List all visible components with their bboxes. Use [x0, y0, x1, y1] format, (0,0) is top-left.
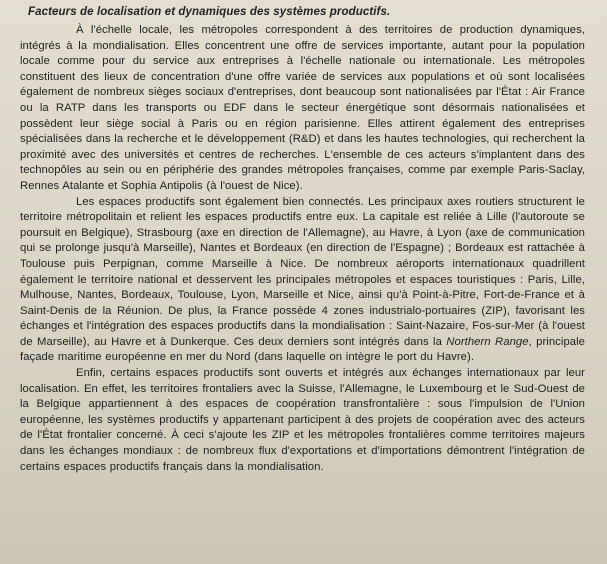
document-title: Facteurs de localisation et dynamiques des systèmes productifs.	[28, 6, 391, 18]
paragraph-connexions	[20, 195, 585, 367]
paragraph-connexions-text: Les espaces productifs sont également bien connectés. Les principaux axes routiers structurent le territoire métropolitain et relient les espaces productifs entre eux. La capitale est reliée à Lille (l'autoroute se poursuit en Belgique), Strasbourg (axe en direction de l'Allemagne), au Havre, à Lyon (axe de communication qui se prolonge jusqu'à Marseille), Nantes et Bordeaux (en direction de l'Espagne) ; Bordeaux est rattachée à Toulouse puis Perpignan, comme Marseille à Nice. De nombreux aéroports internationaux quadrillent également le territoire national et desservent les principales métropoles et espaces touristiques : Paris, Lille, Mulhouse, Nantes, Bordeaux, Toulouse, Lyon, Marseille et Nice, ainsi qu'à Point-à-Pitre, Fort-de-France et à Saint-Denis de la Réunion. De plus, la France possède 4 zones industrialo-portuaires (ZIP), favorisant les échanges et l'intégration des espaces productifs dans la mondialisation : Saint-Nazaire, Fos-sur-Mer (à l'ouest de Marseille), au Havre et à Dunkerque. Ces deux derniers sont intégrés dans la	[20, 195, 585, 348]
northern-range-term: Northern Range	[446, 335, 529, 348]
paragraph-frontaliers: Enfin, certains espaces productifs sont ouverts et intégrés aux échanges internationaux par leur localisation. En effet, les territoires frontaliers avec la Suisse, l'Allemagne, le Luxembourg et le Sud-Ouest de la Belgique appartiennent à des espaces de coopération transfrontalière : sous l'impulsion de l'Union européenne, les systèmes productifs y appartenant participent à des projets de coopération avec des acteurs de l'État frontalier concerné. À ceci s'ajoute les ZIP et les métropoles frontalières comme territoires majeurs dans les échanges mondiaux : de nombreux flux d'exportations et d'importations démontrent l'intégration de certains espaces productifs français dans la mondialisation.	[20, 367, 585, 473]
paragraph-connexions-tail: , principale façade maritime européenne en mer du Nord (dans laquelle on intègre le port du Havre).	[20, 335, 585, 364]
paragraph-metropoles: À l'échelle locale, les métropoles correspondent à des territoires de production dynamiques, intégrés à la mondialisation. Elles concentrent une offre de services importante, autant pour la population locale comme pour du service aux entreprises à l'échelle nationale ou internationale. Les métropoles constituent des lieux de concentration d'une offre variée de services aux populations et où sont localisées également de nombreux sièges sociaux d'entreprises, dont beaucoup sont nationalisées par l'État : Air France ou la RATP dans les transports ou EDF dans le secteur énergétique sont désormais nationalisées et possèdent leur siège social à Paris ou en région parisienne. Elles attirent également des entreprises spécialisées dans la recherche et le développement (R&D) et dans les hautes technologies, qui recherchent la proximité avec des universités et centres de recherches. L'ensemble de ces acteurs s'implantent dans des technopôles au sein ou en périphérie des grandes métropoles françaises, comme par exemple Paris-Saclay, Rennes Atalante et Sophia Antipolis (à l'ouest de Nice).	[20, 24, 585, 192]
